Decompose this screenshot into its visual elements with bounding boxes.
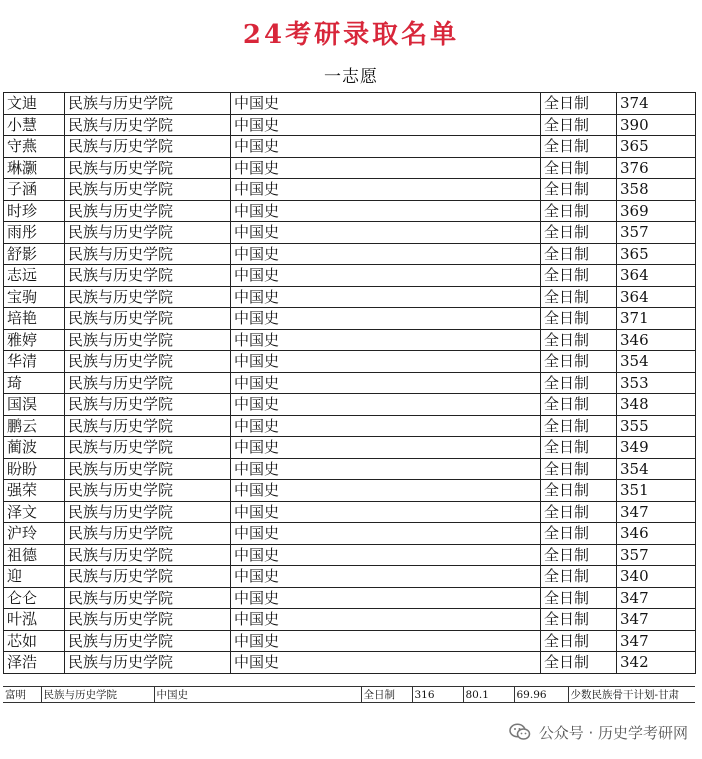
cell-major: 中国史: [231, 351, 541, 373]
table-row: [4, 652, 696, 674]
table-row: [4, 630, 696, 652]
cell-major: 中国史: [231, 394, 541, 416]
cell-name: 蔺波: [4, 437, 65, 459]
cell-major: 中国史: [231, 136, 541, 158]
cell-score: 347: [617, 609, 696, 631]
cell-name: 琳灏: [4, 157, 65, 179]
cell-name: 小慧: [4, 114, 65, 136]
cell-school: 民族与历史学院: [65, 286, 231, 308]
cell-score: 348: [617, 394, 696, 416]
table-row: [4, 179, 696, 201]
cell-name: 雅婷: [4, 329, 65, 351]
cell-mode: 全日制: [541, 566, 617, 588]
cell-score: 347: [617, 630, 696, 652]
cell-mode: 全日制: [541, 114, 617, 136]
table-row: [4, 437, 696, 459]
cell-score: 358: [617, 179, 696, 201]
cell-score: 357: [617, 222, 696, 244]
cell-score: 364: [617, 265, 696, 287]
wechat-icon: [509, 723, 531, 741]
cell-score: 354: [617, 458, 696, 480]
cell-mode: 全日制: [541, 587, 617, 609]
cell-mode: 全日制: [541, 136, 617, 158]
cell-school: 民族与历史学院: [65, 501, 231, 523]
cell-school: 民族与历史学院: [65, 222, 231, 244]
cell-mode: 全日制: [541, 286, 617, 308]
cell-name: 富明: [3, 687, 41, 703]
cell-name: 琦: [4, 372, 65, 394]
table-row: [4, 93, 696, 115]
cell-major: 中国史: [231, 200, 541, 222]
cell-major: 中国史: [231, 630, 541, 652]
table-row: [4, 222, 696, 244]
cell-school: 民族与历史学院: [65, 329, 231, 351]
cell-mode: 全日制: [541, 544, 617, 566]
cell-score: 390: [617, 114, 696, 136]
cell-school: 民族与历史学院: [65, 415, 231, 437]
cell-score: 342: [617, 652, 696, 674]
cell-score: 340: [617, 566, 696, 588]
table-row: [4, 329, 696, 351]
cell-major: 中国史: [231, 415, 541, 437]
cell-score: 376: [617, 157, 696, 179]
cell-major: 中国史: [231, 93, 541, 115]
page-subtitle: 一志愿: [324, 67, 378, 87]
table-row: [4, 394, 696, 416]
table-row: [4, 114, 696, 136]
cell-major: 中国史: [231, 372, 541, 394]
table-row: [4, 415, 696, 437]
table-row: [4, 609, 696, 631]
cell-mode: 全日制: [541, 351, 617, 373]
cell-mode: 全日制: [541, 523, 617, 545]
cell-mode: 全日制: [541, 265, 617, 287]
cell-name: 泽文: [4, 501, 65, 523]
table-row: [4, 351, 696, 373]
cell-score: 369: [617, 200, 696, 222]
cell-score: 365: [617, 243, 696, 265]
cell-major: 中国史: [231, 243, 541, 265]
cell-school: 民族与历史学院: [65, 394, 231, 416]
cell-school: 民族与历史学院: [41, 687, 154, 703]
cell-major: 中国史: [231, 222, 541, 244]
cell-retest: 80.1: [463, 687, 514, 703]
cell-mode: 全日制: [541, 157, 617, 179]
cell-score: 365: [617, 136, 696, 158]
cell-school: 民族与历史学院: [65, 243, 231, 265]
cell-school: 民族与历史学院: [65, 200, 231, 222]
cell-school: 民族与历史学院: [65, 114, 231, 136]
cell-mode: 全日制: [541, 93, 617, 115]
cell-name: 华清: [4, 351, 65, 373]
cell-mode: 全日制: [541, 222, 617, 244]
cell-school: 民族与历史学院: [65, 265, 231, 287]
cell-name: 培艳: [4, 308, 65, 330]
cell-mode: 全日制: [541, 630, 617, 652]
table-row: [4, 480, 696, 502]
cell-name: 文迪: [4, 93, 65, 115]
watermark-text: 公众号 · 历史学考研网: [538, 723, 688, 742]
cell-name: 仑仑: [4, 587, 65, 609]
cell-name: 子涵: [4, 179, 65, 201]
cell-school: 民族与历史学院: [65, 93, 231, 115]
cell-total: 69.96: [514, 687, 568, 703]
cell-name: 强荣: [4, 480, 65, 502]
cell-major: 中国史: [231, 480, 541, 502]
cell-mode: 全日制: [541, 200, 617, 222]
cell-school: 民族与历史学院: [65, 609, 231, 631]
table-row: [4, 136, 696, 158]
cell-school: 民族与历史学院: [65, 458, 231, 480]
cell-major: 中国史: [231, 458, 541, 480]
cell-mode: 全日制: [541, 329, 617, 351]
cell-major: 中国史: [231, 265, 541, 287]
table-row: [4, 265, 696, 287]
cell-name: 宝驹: [4, 286, 65, 308]
cell-name: 叶泓: [4, 609, 65, 631]
admission-table-body: [4, 93, 696, 674]
table-row: [4, 200, 696, 222]
cell-name: 鹏云: [4, 415, 65, 437]
cell-mode: 全日制: [541, 179, 617, 201]
cell-name: 盼盼: [4, 458, 65, 480]
cell-score: 316: [412, 687, 463, 703]
table-row: [4, 308, 696, 330]
table-row: [4, 523, 696, 545]
cell-note: 少数民族骨干计划-甘肃: [568, 687, 695, 703]
cell-name: 守燕: [4, 136, 65, 158]
wechat-watermark: [509, 720, 688, 744]
cell-school: 民族与历史学院: [65, 566, 231, 588]
cell-major: 中国史: [231, 609, 541, 631]
cell-mode: 全日制: [541, 652, 617, 674]
cell-mode: 全日制: [541, 372, 617, 394]
cell-mode: 全日制: [541, 415, 617, 437]
cell-name: 沪玲: [4, 523, 65, 545]
cell-school: 民族与历史学院: [65, 157, 231, 179]
cell-score: 374: [617, 93, 696, 115]
cell-score: 349: [617, 437, 696, 459]
cell-mode: 全日制: [541, 609, 617, 631]
cell-school: 民族与历史学院: [65, 179, 231, 201]
cell-score: 346: [617, 329, 696, 351]
cell-score: 364: [617, 286, 696, 308]
extra-admission-row-table: [3, 686, 695, 703]
cell-name: 迎: [4, 566, 65, 588]
cell-major: 中国史: [231, 114, 541, 136]
cell-mode: 全日制: [541, 394, 617, 416]
cell-major: 中国史: [231, 437, 541, 459]
cell-major: 中国史: [231, 566, 541, 588]
cell-mode: 全日制: [541, 501, 617, 523]
cell-score: 347: [617, 587, 696, 609]
cell-school: 民族与历史学院: [65, 587, 231, 609]
cell-school: 民族与历史学院: [65, 372, 231, 394]
cell-school: 民族与历史学院: [65, 630, 231, 652]
cell-major: 中国史: [231, 157, 541, 179]
cell-major: 中国史: [231, 308, 541, 330]
cell-major: 中国史: [154, 687, 361, 703]
cell-major: 中国史: [231, 179, 541, 201]
cell-mode: 全日制: [541, 480, 617, 502]
page-title: 24考研录取名单: [242, 20, 460, 50]
cell-major: 中国史: [231, 286, 541, 308]
cell-school: 民族与历史学院: [65, 523, 231, 545]
cell-score: 351: [617, 480, 696, 502]
cell-school: 民族与历史学院: [65, 351, 231, 373]
cell-name: 芯如: [4, 630, 65, 652]
cell-name: 志远: [4, 265, 65, 287]
cell-school: 民族与历史学院: [65, 544, 231, 566]
cell-score: 354: [617, 351, 696, 373]
cell-mode: 全日制: [541, 308, 617, 330]
table-row: [4, 587, 696, 609]
admission-table: [3, 92, 696, 674]
cell-name: 国淏: [4, 394, 65, 416]
cell-mode: 全日制: [541, 243, 617, 265]
cell-school: 民族与历史学院: [65, 136, 231, 158]
table-row: [4, 243, 696, 265]
cell-score: 346: [617, 523, 696, 545]
cell-score: 353: [617, 372, 696, 394]
cell-mode: 全日制: [361, 687, 412, 703]
cell-score: 355: [617, 415, 696, 437]
cell-name: 祖德: [4, 544, 65, 566]
table-row: [4, 157, 696, 179]
table-row: [4, 286, 696, 308]
cell-mode: 全日制: [541, 458, 617, 480]
cell-name: 泽浩: [4, 652, 65, 674]
cell-major: 中国史: [231, 523, 541, 545]
cell-major: 中国史: [231, 329, 541, 351]
cell-school: 民族与历史学院: [65, 437, 231, 459]
table-row: [4, 372, 696, 394]
table-row: [4, 544, 696, 566]
cell-name: 雨彤: [4, 222, 65, 244]
cell-name: 舒影: [4, 243, 65, 265]
cell-school: 民族与历史学院: [65, 480, 231, 502]
cell-mode: 全日制: [541, 437, 617, 459]
cell-major: 中国史: [231, 652, 541, 674]
table-row: [4, 501, 696, 523]
cell-major: 中国史: [231, 501, 541, 523]
cell-major: 中国史: [231, 544, 541, 566]
cell-score: 371: [617, 308, 696, 330]
extra-admission-row: [3, 687, 695, 703]
cell-score: 347: [617, 501, 696, 523]
cell-major: 中国史: [231, 587, 541, 609]
cell-school: 民族与历史学院: [65, 308, 231, 330]
table-row: [4, 458, 696, 480]
cell-name: 时珍: [4, 200, 65, 222]
table-row: [4, 566, 696, 588]
cell-school: 民族与历史学院: [65, 652, 231, 674]
cell-score: 357: [617, 544, 696, 566]
